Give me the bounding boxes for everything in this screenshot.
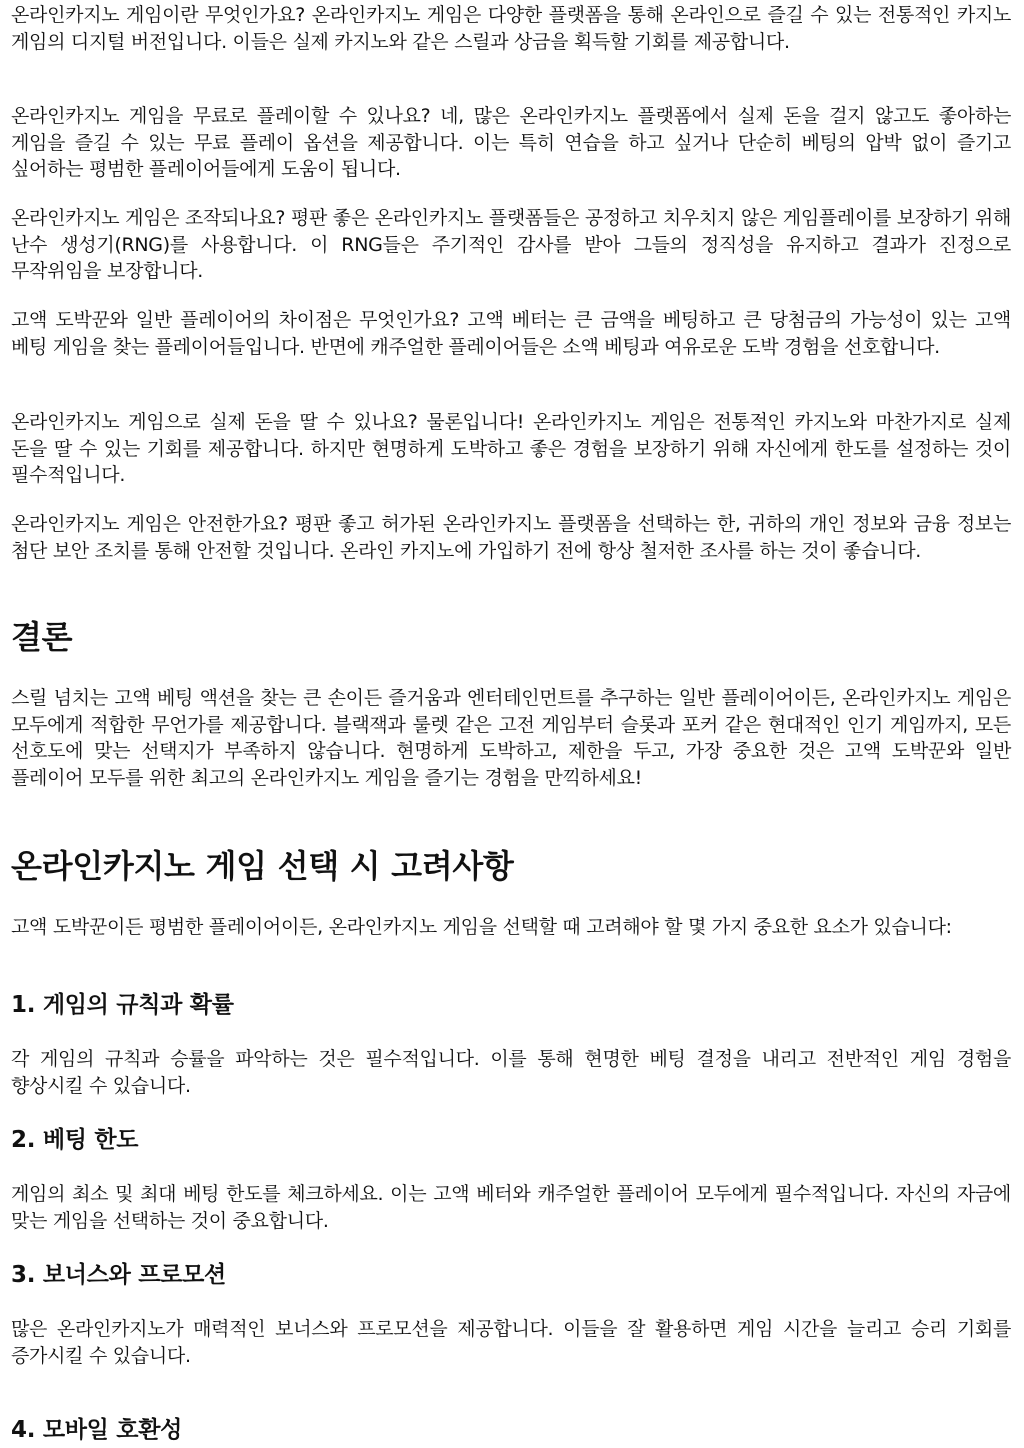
consideration-title: 2. 베팅 한도: [11, 1127, 139, 1153]
consideration-title: 4. 모바일 호환성: [11, 1417, 183, 1443]
faq-paragraph: 온라인카지노 게임은 조작되나요? 평판 좋은 온라인카지노 플랫폼들은 공정하고 치우치지 않은 게임플레이를 보장하기 위해 난수 생성기(RNG)를 사용합니다. 이 RNG들은 주기적인 감사를 받아 그들의 정직성을 유지하고 결과가 진정으로 무작위임을 보장합니다.: [11, 207, 1011, 282]
consideration-text: 많은 온라인카지노가 매력적인 보너스와 프로모션을 제공합니다. 이들을 잘 활용하면 게임 시간을 늘리고 승리 기회를 증가시킬 수 있습니다.: [11, 1318, 1011, 1367]
consideration-text: 각 게임의 규칙과 승률을 파악하는 것은 필수적입니다. 이를 통해 현명한 베팅 결정을 내리고 전반적인 게임 경험을 향상시킬 수 있습니다.: [11, 1048, 1011, 1097]
faq-paragraph: 온라인카지노 게임이란 무엇인가요? 온라인카지노 게임은 다양한 플랫폼을 통해 온라인으로 즐길 수 있는 전통적인 카지노 게임의 디지털 버전입니다. 이들은 실제 카지노와 같은 스릴과 상금을 획득할 기회를 제공합니다.: [11, 4, 1011, 53]
faq-paragraph: 온라인카지노 게임은 안전한가요? 평판 좋고 허가된 온라인카지노 플랫폼을 선택하는 한, 귀하의 개인 정보와 금융 정보는 첨단 보안 조치를 통해 안전할 것입니다. 온라인 카지노에 가입하기 전에 항상 철저한 조사를 하는 것이 좋습니다.: [11, 513, 1011, 562]
considerations-intro: 고액 도박꾼이든 평범한 플레이어이든, 온라인카지노 게임을 선택할 때 고려해야 할 몇 가지 중요한 요소가 있습니다:: [11, 916, 952, 938]
conclusion-paragraph: 스릴 넘치는 고액 베팅 액션을 찾는 큰 손이든 즐거움과 엔터테인먼트를 추구하는 일반 플레이어이든, 온라인카지노 게임은 모두에게 적합한 무언가를 제공합니다. 블랙잭과 룰렛 같은 고전 게임부터 슬롯과 포커 같은 현대적인 인기 게임까지, 모든 선호도에 맞는 선택지가 부족하지 않습니다. 현명하게 도박하고, 제한을 두고, 가장 중요한 것은 고액 도박꾼와 일반 플레이어 모두를 위한 최고의 온라인카지노 게임을 즐기는 경험을 만끽하세요!: [11, 687, 1011, 789]
faq-paragraph: 고액 도박꾼와 일반 플레이어의 차이점은 무엇인가요? 고액 베터는 큰 금액을 베팅하고 큰 당첨금의 가능성이 있는 고액 베팅 게임을 찾는 플레이어들입니다. 반면에 캐주얼한 플레이어들은 소액 베팅과 여유로운 도박 경험을 선호합니다.: [11, 309, 1011, 358]
faq-paragraph: 온라인카지노 게임으로 실제 돈을 딸 수 있나요? 물론입니다! 온라인카지노 게임은 전통적인 카지노와 마찬가지로 실제 돈을 딸 수 있는 기회를 제공합니다. 하지만 현명하게 도박하고 좋은 경험을 보장하기 위해 자신에게 한도를 설정하는 것이 필수적입니다.: [11, 411, 1011, 486]
consideration-title: 3. 보너스와 프로모션: [11, 1262, 226, 1288]
conclusion-heading: 결론: [11, 618, 73, 656]
faq-paragraph: 온라인카지노 게임을 무료로 플레이할 수 있나요? 네, 많은 온라인카지노 플랫폼에서 실제 돈을 걸지 않고도 좋아하는 게임을 즐길 수 있는 무료 플레이 옵션을 제공합니다. 이는 특히 연습을 하고 싶거나 단순히 베팅의 압박 없이 즐기고 싶어하는 평범한 플레이어들에게 도움이 됩니다.: [11, 105, 1011, 180]
considerations-heading: 온라인카지노 게임 선택 시 고려사항: [11, 847, 514, 885]
consideration-text: 게임의 최소 및 최대 베팅 한도를 체크하세요. 이는 고액 베터와 캐주얼한 플레이어 모두에게 필수적입니다. 자신의 자금에 맞는 게임을 선택하는 것이 중요합니다.: [11, 1183, 1011, 1232]
consideration-title: 1. 게임의 규칙과 확률: [11, 992, 234, 1018]
